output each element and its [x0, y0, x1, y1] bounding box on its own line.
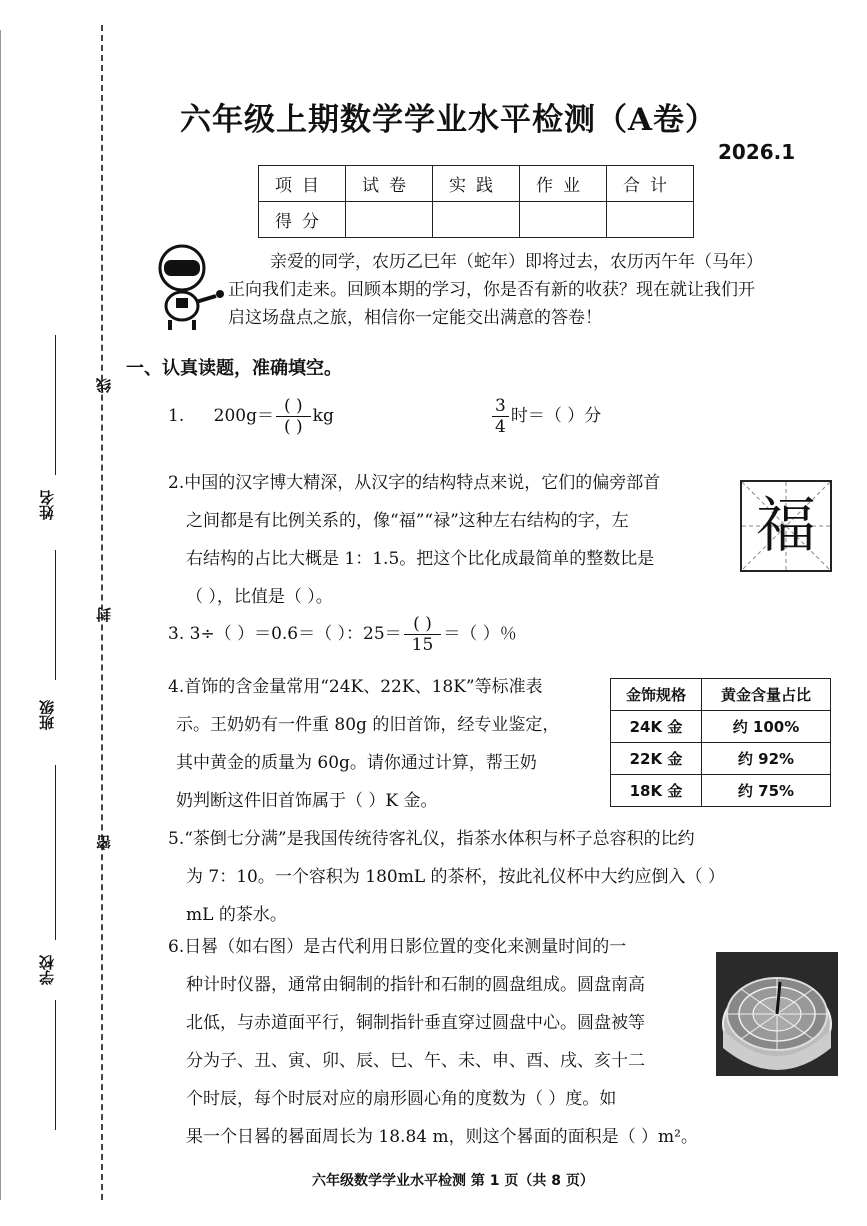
score-header-practice: 实践: [433, 166, 520, 202]
gold-purity-table: [610, 678, 831, 807]
gold-spec-22k: 22K 金: [611, 743, 702, 775]
q2-line-3: 右结构的占比大概是 1：1.5。把这个比化成最简单的整数比是: [186, 549, 655, 569]
q6-line-6: 果一个日晷的晷面周长为 18.84 m，则这个晷面的面积是（ ）m²。: [186, 1127, 698, 1147]
q1-time-fraction: [492, 396, 509, 437]
page-edge-line: [0, 30, 1, 1200]
q3-frac-den: 15: [411, 635, 434, 655]
fu-character: 福: [756, 491, 816, 561]
intro-line-1: 亲爱的同学，农历乙巳年（蛇年）即将过去，农历丙午年（马年）: [270, 252, 763, 272]
q5-line-2: 为 7：10。一个容积为 180mL 的茶杯，按此礼仪杯中大约应倒入（ ）: [186, 867, 725, 887]
score-cell-paper[interactable]: [346, 202, 433, 238]
class-fill-line[interactable]: [55, 765, 56, 940]
q4-line-4: 奶判断这件旧首饰属于（ ）K 金。: [176, 791, 438, 811]
page-title: 六年级上期数学学业水平检测（A卷）: [180, 102, 718, 138]
question-3: [168, 614, 517, 655]
score-cell-total[interactable]: [607, 202, 694, 238]
q6-line-2: 种计时仪器，通常由铜制的指针和石制的圆盘组成。圆盘南高: [186, 975, 645, 995]
score-cell-homework[interactable]: [520, 202, 607, 238]
robot-mascot-icon: [150, 240, 230, 330]
name-label: 姓名: [38, 490, 56, 520]
q1-time-num: 3: [492, 396, 509, 417]
page-footer: 六年级数学学业水平检测 第 1 页（共 8 页）: [312, 1173, 594, 1189]
q1-number: 1.: [168, 406, 185, 426]
name-fill-line-2[interactable]: [55, 550, 56, 680]
side-seal-char: 封: [95, 607, 113, 622]
q1-time-den: 4: [495, 417, 506, 437]
question-1b: [490, 396, 601, 437]
q1-right: 时＝（ ）分: [510, 406, 602, 426]
score-cell-practice[interactable]: [433, 202, 520, 238]
q3-left: 3. 3÷（ ）＝0.6＝（ ）：25＝: [168, 624, 402, 644]
score-table: [258, 165, 694, 238]
question-6: [168, 928, 728, 1156]
q6-line-1: 6.日晷（如右图）是古代利用日影位置的变化来测量时间的一: [168, 937, 627, 957]
score-header-total: 合计: [607, 166, 694, 202]
q5-line-1: 5.“茶倒七分满”是我国传统待客礼仪，指茶水体积与杯子总容积的比约: [168, 829, 695, 849]
score-header-homework: 作业: [520, 166, 607, 202]
sundial-image: [716, 952, 838, 1076]
q3-right: ＝（ ）％: [443, 624, 517, 644]
section-heading: 一、认真读题，准确填空。: [126, 358, 342, 379]
exam-date: 2026.1: [718, 140, 796, 164]
intro-line-2: 正向我们走来。回顾本期的学习，你是否有新的收获？现在就让我们开: [228, 280, 755, 300]
question-2: [168, 464, 728, 616]
question-4: [168, 668, 608, 820]
name-fill-line[interactable]: [55, 335, 56, 475]
gold-ratio-22k: 约 92%: [702, 743, 831, 775]
score-header-item: 项目: [259, 166, 346, 202]
gold-header-spec: 金饰规格: [611, 679, 702, 711]
q4-line-1: 4.首饰的含金量常用“24K、22K、18K”等标准表: [168, 677, 543, 697]
q2-line-1: 2.中国的汉字博大精深，从汉字的结构特点来说，它们的偏旁部首: [168, 473, 661, 493]
gold-ratio-18k: 约 75%: [702, 775, 831, 807]
q3-fraction: [404, 614, 442, 655]
fu-character-grid: [740, 480, 832, 572]
intro-line-3: 启这场盘点之旅，相信你一定能交出满意的答卷！: [228, 308, 602, 328]
side-line-char: 线: [95, 378, 113, 393]
school-fill-line[interactable]: [55, 1000, 56, 1130]
sundial-icon: [716, 952, 838, 1076]
q1-left: 200g＝: [213, 406, 274, 426]
school-label: 学校: [38, 955, 56, 985]
gold-ratio-24k: 约 100%: [702, 711, 831, 743]
score-header-paper: 试卷: [346, 166, 433, 202]
q3-frac-num[interactable]: ( ): [404, 614, 442, 635]
q1-frac-den[interactable]: ( ): [283, 417, 303, 437]
score-row-label: 得分: [259, 202, 346, 238]
side-secret-char: 密: [95, 835, 113, 850]
gold-header-ratio: 黄金含量占比: [702, 679, 831, 711]
q6-line-5: 个时辰，每个时辰对应的扇形圆心角的度数为（ ）度。如: [186, 1089, 617, 1109]
class-label: 班级: [38, 700, 56, 730]
q1-frac-num[interactable]: ( ): [276, 396, 311, 417]
gold-spec-18k: 18K 金: [611, 775, 702, 807]
q4-line-2: 示。王奶奶有一件重 80g 的旧首饰，经专业鉴定，: [176, 715, 560, 735]
q5-line-3: mL 的茶水。: [186, 905, 287, 925]
q6-line-3: 北低，与赤道面平行，铜制指针垂直穿过圆盘中心。圆盘被等: [186, 1013, 645, 1033]
question-5: [168, 820, 808, 934]
q6-line-4: 分为子、丑、寅、卯、辰、巳、午、未、申、酉、戌、亥十二: [186, 1051, 645, 1071]
q1-fraction: [276, 396, 311, 437]
intro-text: [228, 248, 798, 332]
q4-line-3: 其中黄金的质量为 60g。请你通过计算，帮王奶: [176, 753, 537, 773]
question-1: [168, 396, 334, 437]
q2-line-2: 之间都是有比例关系的，像“福”“禄”这种左右结构的字，左: [186, 511, 629, 531]
q2-line-4: （ ），比值是（ ）。: [186, 587, 333, 607]
gold-spec-24k: 24K 金: [611, 711, 702, 743]
q1-unit: kg: [312, 406, 334, 426]
